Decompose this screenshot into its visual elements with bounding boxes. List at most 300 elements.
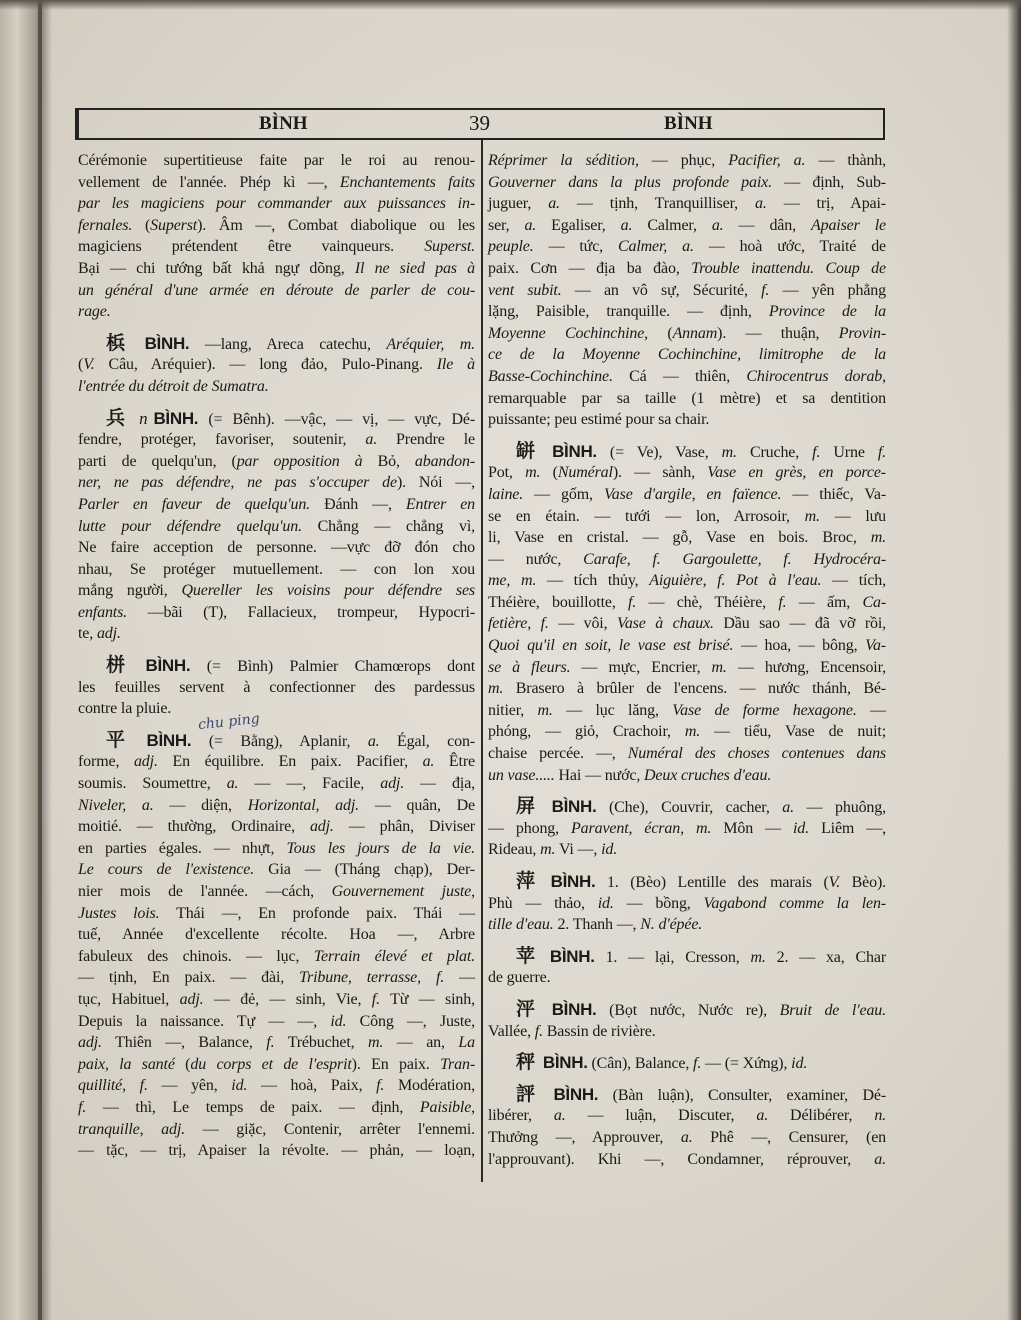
italic-text-segment: Superst: [150, 216, 198, 234]
text-segment: de guerre.: [488, 969, 551, 987]
entry-line: [488, 549, 886, 571]
entry-line: [78, 773, 475, 795]
entry-line: [78, 924, 475, 946]
text-segment: ). — thuận,: [717, 324, 839, 342]
entry-line: [78, 795, 475, 817]
italic-text-segment: me, m.: [488, 572, 537, 590]
italic-text-segment: Le cours de l'existence.: [78, 861, 255, 879]
text-segment: Gia — (Tháng chạp), Der-: [254, 861, 475, 879]
text-segment: juguer,: [488, 195, 549, 213]
headword: BÌNH.: [146, 730, 192, 750]
text-segment: — phục,: [638, 152, 729, 169]
text-segment: — tặc, — trị, Apaiser la révolte. — phản, — loạn,: [78, 1142, 475, 1160]
italic-text-segment: adj.: [78, 1034, 102, 1052]
text-segment: (Bọt nước, Nước re),: [596, 1001, 780, 1019]
text-segment: contre la pluie.: [78, 700, 172, 718]
text-segment: (: [174, 1055, 191, 1073]
headword-character: 秤: [516, 1051, 535, 1074]
entry-line: [78, 1032, 475, 1054]
italic-text-segment: f.: [376, 1077, 385, 1095]
column-divider: [481, 140, 483, 1182]
italic-text-segment: Deux cruches d'eau.: [644, 766, 772, 784]
italic-text-segment: paix, la santé: [78, 1055, 175, 1073]
page-edge-top: [0, 0, 1021, 10]
text-segment: — lưu: [819, 507, 886, 525]
entry-line: [78, 1140, 475, 1162]
entry-line: [488, 258, 886, 280]
text-segment: — tịnh, En paix. — đài,: [78, 969, 300, 987]
entry-line: [488, 570, 886, 592]
text-segment: ser,: [488, 216, 525, 234]
text-segment: — tiểu, Vase de nuit;: [700, 723, 886, 741]
entry-line: [78, 516, 475, 538]
entry-line: [78, 730, 475, 752]
italic-text-segment: La: [458, 1034, 475, 1052]
text-segment: vellement de l'année. Phép kì —,: [78, 173, 340, 191]
text-segment: — lục lăng,: [552, 701, 673, 719]
text-segment: —bãi (T), Fallacieux, trompeur, Hypocri-: [127, 603, 475, 621]
text-segment: — luận, Discuter,: [565, 1107, 757, 1125]
text-segment: Bassin de rivière.: [542, 1022, 656, 1040]
text-segment: (= Bằng), Aplanir,: [191, 732, 368, 750]
italic-text-segment: Province de la: [768, 303, 886, 321]
header-right-title: BÌNH: [664, 113, 713, 134]
text-segment: Prendre le: [377, 431, 475, 449]
text-segment: — hoa, — bông,: [733, 637, 866, 655]
italic-text-segment: Entrer en: [405, 495, 475, 513]
italic-text-segment: tranquille, adj.: [78, 1120, 186, 1138]
entry-line: [78, 301, 475, 323]
entry-line: [488, 527, 886, 549]
italic-text-segment: a.: [226, 775, 239, 793]
entry-line: [78, 881, 475, 903]
dictionary-entry: [488, 1052, 886, 1074]
handwritten-annotation: chu ping: [197, 710, 261, 734]
text-segment: phóng, — giỏ, Crachoir,: [488, 723, 685, 741]
text-segment: — an vô sự, Sécurité,: [561, 281, 762, 299]
italic-text-segment: vent subit.: [488, 281, 562, 299]
text-segment: Egaliser,: [536, 216, 621, 234]
text-segment: En équilibre. En paix. Pacifier,: [157, 753, 423, 771]
text-segment: — mực, Encrier,: [570, 658, 712, 676]
text-segment: Liêm —,: [809, 819, 886, 837]
text-segment: li, Vase en cristal. — gỗ, Vase en bois. Broc,: [488, 529, 871, 547]
text-segment: — chè, Théière,: [636, 593, 779, 611]
italic-text-segment: a.: [553, 1107, 566, 1125]
entry-line: [488, 818, 886, 840]
right-column: [488, 150, 886, 1180]
text-segment: fabuleux des chinois. — lục,: [78, 947, 314, 965]
italic-text-segment: f.: [371, 990, 380, 1008]
text-segment: libérer,: [488, 1107, 554, 1125]
entry-line: [78, 602, 475, 624]
text-segment: Phù — thảo,: [488, 894, 598, 912]
page-number: 39: [469, 111, 490, 135]
headword: BÌNH.: [551, 999, 597, 1019]
text-segment: — trị, Apai-: [766, 195, 886, 213]
text-segment: Cá — thiên,: [612, 367, 747, 385]
text-segment: 1. (Bèo) Lentille des marais (: [595, 874, 829, 891]
text-segment: — an,: [383, 1034, 459, 1052]
italic-text-segment: Annam: [672, 324, 718, 342]
headword: BÌNH.: [553, 1084, 599, 1104]
text-segment: — phuông,: [793, 799, 886, 817]
text-segment: magiciens prétendent être vainqueurs.: [78, 238, 425, 256]
italic-text-segment: Vagabond comme la len-: [703, 894, 886, 912]
italic-text-segment: m.: [721, 443, 737, 461]
text-segment: Cruche,: [736, 443, 813, 461]
entry-line: [488, 613, 886, 635]
entry-line: [488, 441, 886, 463]
text-segment: l'approuvant). Khi —, Condamner, réprouver,: [488, 1150, 875, 1168]
italic-text-segment: a.: [620, 216, 633, 234]
italic-text-segment: a.: [711, 216, 724, 234]
text-segment: — —, Facile,: [238, 775, 381, 793]
left-column: [78, 150, 475, 1172]
italic-text-segment: m.: [537, 701, 553, 719]
text-segment: — hoà ước, Traité de: [693, 238, 886, 256]
italic-text-segment: m.: [750, 948, 766, 966]
italic-text-segment: quillité, f.: [78, 1077, 148, 1095]
text-segment: Délibérer,: [768, 1107, 875, 1125]
headword: BÌNH.: [551, 797, 597, 817]
entry-line: [78, 623, 475, 645]
text-segment: — tức,: [533, 238, 618, 256]
adjacent-page-edge: [0, 0, 42, 1320]
entry-line: [488, 678, 886, 700]
italic-text-segment: id.: [231, 1077, 248, 1095]
italic-text-segment: Vase à chaux.: [616, 615, 714, 633]
text-segment: (= Bình) Palmier Chamœrops dont: [190, 658, 475, 676]
entry-line: [488, 1105, 886, 1127]
dictionary-entry: [78, 730, 475, 1162]
headword-character: 栟: [106, 654, 138, 677]
entry-line: [78, 946, 475, 968]
italic-text-segment: Tribune, terrasse, f.: [299, 969, 445, 987]
headword: BÌNH.: [550, 872, 596, 891]
text-segment: Môn —: [711, 819, 794, 837]
entry-line: [78, 150, 475, 172]
dictionary-entry: [488, 441, 886, 787]
italic-text-segment: Numéral: [557, 464, 613, 482]
entry-line: [78, 677, 475, 699]
text-segment: (: [132, 216, 151, 234]
text-segment: Thưởng —, Approuver,: [488, 1128, 681, 1146]
italic-text-segment: m.: [488, 680, 504, 698]
entry-line: [488, 323, 886, 345]
italic-text-segment: Vase de forme hexagone.: [672, 701, 857, 719]
italic-text-segment: un général d'une armée en déroute de parler de cou-: [78, 281, 475, 299]
italic-text-segment: rage.: [78, 303, 111, 321]
entry-line: [488, 506, 886, 528]
entry-line: [78, 172, 475, 194]
text-segment: — thành,: [805, 152, 887, 169]
italic-text-segment: Superst.: [424, 238, 475, 256]
entry-line: [488, 700, 886, 722]
text-segment: Đánh —,: [310, 495, 406, 513]
italic-text-segment: N. d'épée.: [640, 916, 703, 934]
text-segment: nier mois de l'année. —cách,: [78, 883, 332, 900]
italic-text-segment: Pacifier, a.: [728, 152, 806, 169]
italic-text-segment: adj.: [133, 753, 158, 771]
text-segment: — phong,: [488, 819, 572, 837]
dictionary-entry: [488, 999, 886, 1042]
italic-text-segment: f.: [266, 1034, 275, 1052]
text-segment: — đẻ, — sinh, Vie,: [203, 990, 372, 1008]
binding-shadow: [38, 0, 52, 1320]
entry-line: [488, 765, 886, 787]
italic-text-segment: Trouble inattendu. Coup de: [691, 259, 886, 277]
text-segment: Cérémonie supertitieuse faite par le roi au renou-: [78, 152, 475, 169]
headword-character: 萍: [516, 870, 543, 892]
entry-line: [488, 871, 886, 893]
italic-text-segment: Apaiser le: [810, 216, 886, 234]
header-left-title: BÌNH: [259, 113, 308, 134]
italic-text-segment: f.: [628, 593, 637, 611]
text-segment: Trébuchet,: [274, 1034, 369, 1052]
entry-line: [78, 354, 475, 376]
text-segment: — bồng,: [613, 894, 704, 912]
entry-line: [78, 698, 475, 720]
italic-text-segment: m.: [711, 658, 727, 676]
italic-text-segment: Vase en grès, en porce-: [707, 464, 886, 482]
entry-line: [78, 989, 475, 1011]
headword-character: 平: [106, 728, 139, 751]
entry-line: [78, 1119, 475, 1141]
entry-line: [488, 462, 886, 484]
text-segment: Urne: [820, 443, 878, 461]
italic-text-segment: a.: [874, 1150, 886, 1168]
italic-text-segment: adj.: [380, 775, 405, 793]
italic-text-segment: Moyenne Cochinchine,: [488, 324, 649, 342]
text-segment: — ấm,: [786, 593, 863, 611]
italic-text-segment: a.: [422, 753, 435, 771]
entry-continuation: [488, 150, 886, 431]
text-segment: 2. Thanh —,: [553, 916, 641, 934]
italic-text-segment: adj.: [309, 818, 334, 836]
headword-character: 泙: [516, 997, 544, 1020]
italic-text-segment: Tran-: [440, 1055, 475, 1073]
italic-text-segment: f.: [877, 443, 886, 461]
italic-text-segment: V.: [828, 874, 841, 891]
entry-line: [488, 280, 886, 302]
text-segment: Pot,: [488, 464, 526, 482]
entry-line: [78, 859, 475, 881]
italic-text-segment: m.: [525, 464, 541, 482]
text-segment: nitier,: [488, 701, 538, 719]
dictionary-entry: [78, 655, 475, 720]
italic-text-segment: ner, ne pas défendre, ne pas s'occuper de: [78, 474, 397, 492]
text-segment: soumis. Soumettre,: [78, 775, 227, 793]
text-segment: Phê —, Censurer, (en: [692, 1128, 886, 1146]
dictionary-entry: [488, 871, 886, 936]
text-segment: — định, Sub-: [771, 173, 886, 191]
headword-character: 苹: [516, 944, 542, 967]
entry-line: [488, 172, 886, 194]
italic-text-segment: m.: [804, 507, 820, 525]
italic-text-segment: Numéral des choses contenues dans: [627, 745, 886, 763]
text-segment: Modération,: [384, 1077, 475, 1095]
entry-line: [78, 408, 475, 430]
text-segment: — gốm,: [523, 485, 604, 503]
dictionary-entry: [78, 408, 475, 646]
italic-text-segment: Quereller les voisins pour défendre ses: [181, 582, 475, 600]
text-segment: — thì, Le temps de paix. — định,: [86, 1098, 420, 1116]
italic-text-segment: tille d'eau.: [488, 916, 554, 934]
headword: BÌNH.: [549, 946, 595, 966]
text-segment: — tịnh, Tranquilliser,: [559, 195, 755, 213]
entry-line: [488, 721, 886, 743]
headword: BÌNH.: [552, 441, 597, 461]
entry-line: [78, 1097, 475, 1119]
text-segment: Bỏ,: [362, 452, 415, 470]
entry-line: [488, 1127, 886, 1149]
italic-text-segment: Niveler, a.: [78, 796, 154, 814]
text-segment: remarquable par sa taille (1 mètre) et sa dentition: [488, 389, 886, 407]
italic-text-segment: id.: [330, 1012, 347, 1030]
text-segment: en parties égales. — nhựt,: [78, 839, 287, 857]
italic-text-segment: a.: [367, 732, 380, 750]
text-segment: les feuilles servent à confectionner des pardessus: [78, 678, 475, 696]
text-segment: chaise percée. —,: [488, 745, 628, 763]
entry-line: [488, 657, 886, 679]
entry-line: [78, 1075, 475, 1097]
italic-text-segment: Paisible,: [419, 1098, 475, 1116]
entry-line: [488, 893, 886, 915]
entry-line: [78, 429, 475, 451]
entry-line: [78, 258, 475, 280]
text-segment: (Bàn luận), Consulter, examiner, Dé-: [598, 1086, 886, 1104]
entry-line: [78, 559, 475, 581]
headword-character: 兵: [106, 406, 132, 429]
text-segment: (: [78, 356, 84, 374]
entry-line: [488, 1084, 886, 1106]
italic-text-segment: V.: [83, 356, 95, 374]
italic-text-segment: se à fleurs.: [488, 658, 571, 676]
text-segment: parti de quelqu'un, (: [78, 452, 237, 470]
text-segment: Vi —,: [555, 841, 602, 859]
text-segment: — hương, Encensoir,: [726, 658, 886, 676]
italic-text-segment: f.: [534, 1022, 543, 1040]
text-segment: Brasero à brûler de l'encens. — nước thánh, Bé-: [503, 680, 886, 698]
text-segment: mắng người,: [78, 582, 182, 600]
running-header: [75, 108, 885, 140]
italic-text-segment: n.: [874, 1107, 887, 1125]
text-segment: Chẳng — chẳng vì,: [301, 517, 475, 535]
text-segment: —: [444, 969, 476, 987]
entry-line: [488, 484, 886, 506]
italic-text-segment: Horizontal, adj.: [247, 796, 360, 814]
text-segment: Théière, bouillotte,: [488, 593, 629, 611]
entry-line: [488, 635, 886, 657]
entry-line: [488, 301, 886, 323]
headword-character: 梹: [106, 331, 137, 354]
page-edge-right: [1007, 0, 1021, 1320]
text-segment: Vallée,: [488, 1022, 535, 1040]
entry-line: [78, 376, 475, 398]
italic-text-segment: laine.: [488, 485, 524, 503]
text-segment: 1. — lại, Cresson,: [594, 948, 751, 966]
entry-line: [78, 215, 475, 237]
text-segment: forme,: [78, 753, 134, 771]
headword-character: 評: [516, 1082, 546, 1105]
italic-text-segment: f.: [778, 593, 787, 611]
text-segment: — (= Xứng),: [701, 1055, 792, 1073]
italic-text-segment: a.: [524, 216, 537, 234]
entry-line: [78, 816, 475, 838]
entry-line: [78, 494, 475, 516]
italic-text-segment: du corps et de l'esprit: [190, 1055, 352, 1073]
italic-text-segment: Gouvernement juste,: [331, 883, 475, 900]
italic-text-segment: a.: [756, 1107, 769, 1125]
entry-line: [78, 655, 475, 677]
text-segment: Thiên —, Balance,: [101, 1034, 267, 1052]
text-segment: (Che), Couvrir, cacher,: [596, 799, 783, 817]
text-segment: (: [540, 464, 558, 482]
italic-text-segment: id.: [793, 819, 810, 837]
text-segment: 2. — xa, Char: [765, 948, 886, 966]
text-segment: fendre, protéger, favoriser, soutenir,: [78, 431, 366, 449]
text-segment: Être: [434, 753, 475, 771]
italic-text-segment: Basse-Cochinchine.: [488, 367, 613, 385]
text-segment: (= Bênh). —vậc, — vị, — vực, Dé-: [198, 410, 475, 428]
entry-line: [488, 236, 886, 258]
italic-text-segment: adj.: [179, 990, 204, 1008]
text-segment: Bại — chi tướng bất khả ngự dõng,: [78, 259, 355, 277]
entry-line: [488, 914, 886, 936]
entry-continuation: [78, 150, 475, 323]
italic-text-segment: enfants.: [78, 603, 128, 621]
italic-text-segment: a.: [365, 431, 378, 449]
italic-text-segment: a.: [548, 195, 560, 213]
text-segment: — phân, Diviser: [333, 818, 475, 836]
text-segment: ). Nói —,: [396, 474, 475, 492]
text-segment: lặng, Paisible, tranquille. — định,: [488, 303, 769, 321]
entry-line: [488, 946, 886, 968]
italic-text-segment: adj.: [96, 625, 121, 643]
entry-line: [78, 967, 475, 989]
entry-line: [78, 236, 475, 258]
italic-text-segment: par les magiciens pour commander aux puissances in-: [78, 195, 475, 213]
italic-text-segment: Il ne sied pas à: [354, 259, 475, 277]
entry-line: [488, 150, 886, 172]
text-segment: — dân,: [723, 216, 811, 234]
text-segment: — hoà, Paix,: [247, 1077, 377, 1095]
entry-line: [488, 388, 886, 410]
italic-text-segment: fetière, f.: [488, 615, 549, 633]
text-segment: tuế, Année d'excellente récolte. Hoa —, Arbre: [78, 926, 475, 944]
italic-text-segment: lutte pour défendre quelqu'un.: [78, 517, 302, 535]
text-segment: Ne faire acception de personne. —vực đỡ đón cho: [78, 539, 475, 557]
entry-line: [78, 580, 475, 602]
entry-line: [78, 537, 475, 559]
headword: BÌNH.: [144, 333, 190, 353]
text-segment: moitié. — thường, Ordinaire,: [78, 818, 310, 836]
italic-text-segment: a.: [754, 195, 767, 213]
entry-line: [488, 999, 886, 1021]
italic-text-segment: Tous les jours de la vie.: [286, 839, 476, 857]
entry-line: [78, 1011, 475, 1033]
text-segment: — tích,: [821, 572, 887, 590]
text-segment: tục, Habituel,: [78, 990, 180, 1008]
text-segment: ). Âm —, Combat diabolique ou les: [197, 216, 475, 234]
text-segment: se en étain. — tưới — lon, Arrosoir,: [488, 507, 805, 525]
text-segment: (: [648, 324, 673, 342]
text-segment: — địa,: [404, 775, 476, 793]
italic-text-segment: Parler en faveur de quelqu'un.: [78, 495, 311, 513]
text-segment: — nước,: [488, 550, 584, 568]
italic-text-segment: Bruit de l'eau.: [779, 1001, 886, 1019]
